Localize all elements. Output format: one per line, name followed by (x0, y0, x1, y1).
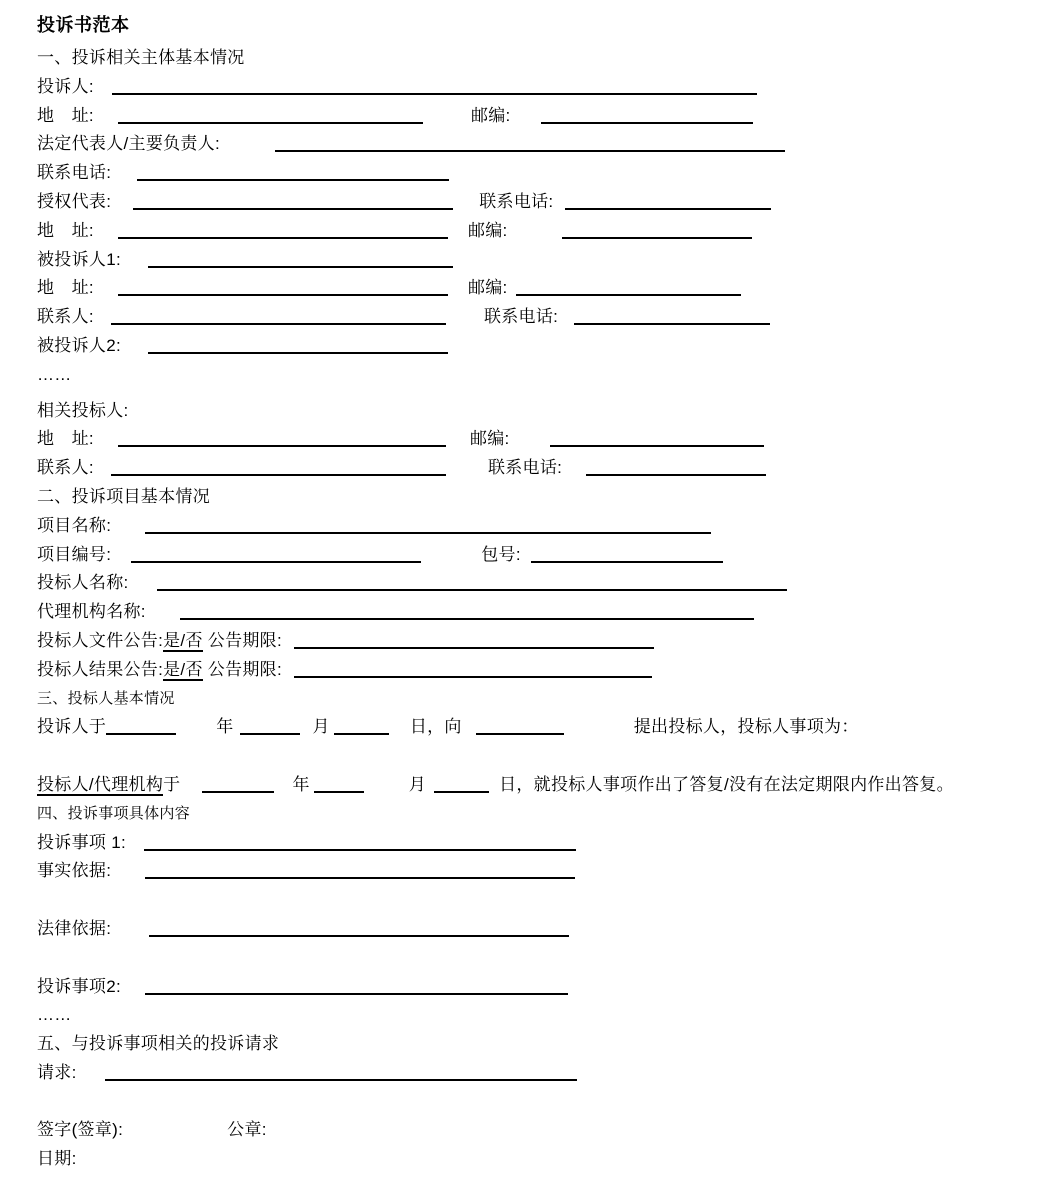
spacer (489, 789, 499, 790)
complaint-item-2-label: 投诉事项2: (37, 976, 121, 996)
address-label: 地 址: (37, 278, 94, 298)
spacer (564, 731, 634, 732)
fill-blank (157, 577, 787, 591)
date-label: 日期: (37, 1149, 77, 1169)
spacer-row-1 (37, 742, 1027, 771)
date-row (37, 1145, 1027, 1174)
phone-label: 联系电话: (483, 307, 559, 327)
fill-blank (105, 1067, 577, 1081)
spacer (448, 292, 468, 293)
fill-blank (148, 340, 448, 354)
project-no-row (37, 541, 1027, 570)
contact-label: 联系人: (37, 307, 94, 327)
complaint-item-1-label: 投诉事项 1: (37, 832, 127, 852)
spacer (453, 206, 479, 207)
fill-blank (202, 779, 274, 793)
month-label: 月 (408, 774, 427, 794)
fill-blank (133, 196, 453, 210)
legal-basis-row (37, 915, 1027, 944)
fill-blank (586, 462, 766, 476)
address-row-3 (37, 274, 1027, 303)
section-3-heading (37, 685, 1027, 714)
postcode-label: 邮编: (470, 105, 511, 125)
query-prefix: 投诉人于 (37, 717, 107, 737)
fill-blank (106, 721, 176, 735)
postcode-label: 邮编: (467, 220, 508, 240)
replier-label: 投标人/代理机构 (37, 774, 164, 794)
year-label: 年 (292, 774, 310, 794)
document-body (37, 44, 1027, 1174)
fill-blank (240, 721, 300, 735)
year-label: 年 (216, 717, 234, 737)
fill-blank (476, 721, 564, 735)
section-3-title: 三、投标人基本情况 (37, 689, 175, 707)
respondent-2-row (37, 332, 1027, 361)
address-label: 地 址: (37, 220, 94, 240)
phone-label: 联系电话: (479, 191, 554, 211)
section-4-heading (37, 800, 1027, 829)
day-to-label: 日，向 (409, 717, 462, 737)
spacer (446, 472, 488, 473)
section-5-heading (37, 1030, 1027, 1059)
package-no-label: 包号: (481, 544, 521, 564)
result-announce-label: 投标人结果公告: (37, 659, 164, 679)
legal-basis-label: 法律依据: (37, 918, 112, 938)
request-label: 请求: (37, 1062, 77, 1082)
fill-blank (275, 138, 785, 152)
reply-date-row (37, 771, 1027, 800)
contact-row-2 (37, 454, 1027, 483)
related-bidders-row (37, 397, 1027, 426)
phone-label: 联系电话: (37, 163, 112, 183)
seal-label: 公章: (227, 1120, 267, 1140)
result-announce-row (37, 656, 1027, 685)
spacer-row-4 (37, 1088, 1027, 1117)
fill-blank (294, 664, 652, 678)
fill-blank (516, 282, 741, 296)
address-row-4 (37, 425, 1027, 454)
month-label: 月 (312, 717, 330, 737)
phone-row-1 (37, 159, 1027, 188)
contact-row-1 (37, 303, 1027, 332)
project-name-label: 项目名称: (37, 515, 112, 535)
complainant-row (37, 73, 1027, 102)
section-1-title: 一、投诉相关主体基本情况 (37, 48, 245, 67)
fill-blank (314, 779, 364, 793)
spacer (423, 120, 471, 121)
yes-no-choice: 是/否 (163, 659, 203, 679)
fill-blank (118, 110, 423, 124)
fill-blank (111, 462, 446, 476)
spacer-row-2 (37, 886, 1027, 915)
doc-announce-label: 投标人文件公告: (37, 630, 164, 650)
fill-blank (294, 635, 654, 649)
bidder-name-row (37, 569, 1027, 598)
fill-blank (574, 311, 770, 325)
reply-suffix: 日，就投标人事项作出了答复/没有在法定期限内作出答复。 (499, 774, 954, 794)
respondent-1-row (37, 246, 1027, 275)
respondent-2-label: 被投诉人2: (37, 335, 121, 355)
spacer (389, 731, 410, 732)
doc-announce-row (37, 627, 1027, 656)
fill-blank (144, 837, 576, 851)
facts-label: 事实依据: (37, 861, 112, 881)
fill-blank (145, 865, 575, 879)
facts-row (37, 857, 1027, 886)
fill-blank (541, 110, 753, 124)
address-label: 地 址: (37, 105, 94, 125)
spacer (123, 1134, 227, 1135)
complainant-label: 投诉人: (37, 76, 94, 96)
phone-label: 联系电话: (487, 458, 563, 478)
yes-no-choice: 是/否 (163, 630, 203, 650)
fill-blank (118, 433, 446, 447)
project-name-row (37, 512, 1027, 541)
ellipsis: …… (37, 1005, 72, 1025)
ellipsis: …… (37, 364, 72, 384)
fill-blank (434, 779, 489, 793)
fill-blank (112, 81, 757, 95)
spacer (446, 443, 470, 444)
fill-blank (118, 282, 448, 296)
fill-blank (531, 549, 723, 563)
fill-blank (111, 311, 446, 325)
complaint-item-1-row (37, 829, 1027, 858)
auth-rep-label: 授权代表: (37, 191, 112, 211)
address-row-1 (37, 102, 1027, 131)
section-4-title: 四、投诉事项具体内容 (37, 804, 191, 822)
fill-blank (565, 196, 771, 210)
agency-name-row (37, 598, 1027, 627)
auth-rep-row (37, 188, 1027, 217)
fill-blank (137, 167, 449, 181)
fill-blank (562, 225, 752, 239)
spacer (446, 321, 484, 322)
project-no-label: 项目编号: (37, 544, 112, 564)
spacer (176, 731, 216, 732)
related-bidders-label: 相关投标人: (37, 400, 129, 420)
query-date-row (37, 713, 1027, 742)
postcode-label: 邮编: (469, 429, 510, 449)
spacer (448, 235, 468, 236)
spacer (300, 731, 313, 732)
signature-row (37, 1116, 1027, 1145)
address-row-2 (37, 217, 1027, 246)
section-5-title: 五、与投诉事项相关的投诉请求 (37, 1034, 280, 1054)
address-label: 地 址: (37, 429, 94, 449)
fill-blank (145, 520, 711, 534)
fill-blank (334, 721, 389, 735)
legal-rep-row (37, 130, 1027, 159)
signature-label: 签字(签章): (37, 1120, 124, 1140)
contact-label: 联系人: (37, 458, 94, 478)
fill-blank (118, 225, 448, 239)
fill-blank (180, 606, 754, 620)
announce-period-label: 公告期限: (202, 630, 282, 650)
legal-rep-label: 法定代表人/主要负责人: (37, 134, 221, 154)
spacer (274, 789, 292, 790)
document-title: 投诉书范本 (37, 15, 130, 35)
respondent-1-label: 被投诉人1: (37, 249, 121, 269)
bidder-name-label: 投标人名称: (37, 573, 129, 593)
request-row (37, 1059, 1027, 1088)
section-2-heading (37, 483, 1027, 512)
announce-period-label: 公告期限: (202, 659, 282, 679)
postcode-label: 邮编: (467, 278, 508, 298)
fill-blank (149, 923, 569, 937)
yu-label: 于 (163, 774, 181, 794)
fill-blank (145, 981, 568, 995)
spacer-row-3 (37, 944, 1027, 973)
fill-blank (131, 549, 421, 563)
ellipsis-row-2 (37, 1001, 1027, 1030)
section-1-heading (37, 44, 1027, 73)
spacer (364, 789, 409, 790)
agency-name-label: 代理机构名称: (37, 602, 146, 622)
ellipsis-row-1 (37, 361, 1027, 390)
section-2-title: 二、投诉项目基本情况 (37, 486, 210, 506)
complaint-item-2-row (37, 973, 1027, 1002)
spacer (421, 559, 481, 560)
fill-blank (550, 433, 764, 447)
query-suffix: 提出投标人，投标人事项为： (633, 717, 859, 737)
fill-blank (148, 254, 453, 268)
